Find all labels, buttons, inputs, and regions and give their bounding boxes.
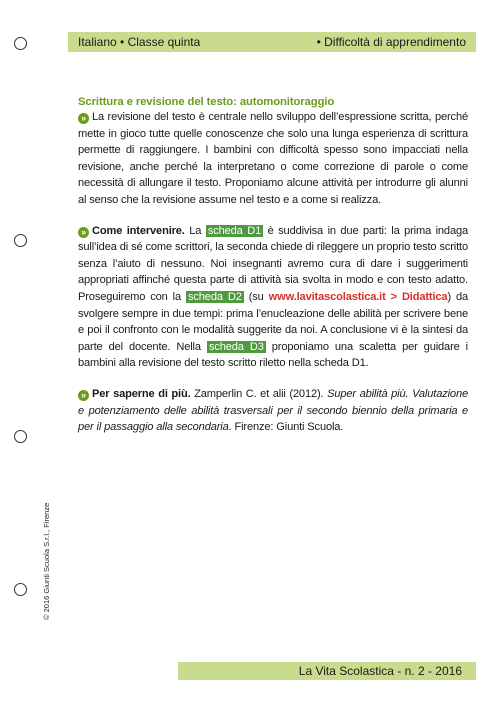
book-title: Super abilità più. Valutazione e potenziamento delle abilità trasversali per il secondo biennio della primaria e per il passaggio alla secondaria (78, 387, 468, 434)
paragraph-references: » Per saperne di più. Zamperlin C. et alii (2012). Super abilità più. Valutazione e potenziamento delle abilità trasversali per il secondo biennio della primaria e per il passaggio alla secondaria. Firenze: Giunti Scuola. (78, 387, 468, 434)
paragraph-how-to: » Come intervenire. La scheda D1 è suddivisa in due parti: la prima indaga sull’idea di sé come scrittori, la seconda chiede di rileggere un proprio testo scritto senza l’aiuto di nessuno. Noi insegnanti avremo cura di dare i suggerimenti appropriati affinché questa parte di attività sia svolta in modo e con testo adatto. Proseguiremo con la scheda D2 (su www.lavitascolastica.it > Didattica) da svolgere sempre in due tempi: prima l’enucleazione delle abilità per scrivere bene e poi il confronto con le modalità suggerite da noi. A conclusione vi è la sintesi da parte del docente. Nella scheda D3 proponiamo una scaletta per guidare i bambini alla revisione del testo scritto riletto nella scheda D1. (78, 224, 469, 370)
page-footer (178, 662, 476, 680)
paragraph-lead: Per saperne di più. (92, 387, 191, 400)
section-title: Scrittura e revisione del testo: automonitoraggio (78, 96, 335, 108)
header-topic: • Difficoltà di apprendimento (316, 35, 466, 49)
bullet-icon: » (78, 390, 89, 401)
header-subject: Italiano • Classe quinta (78, 35, 201, 49)
scheda-d2-label: scheda D2 (187, 290, 242, 303)
paragraph-intro-text: La revisione del testo è centrale nello sviluppo dell’espressione scritta, perché mette in gioco tutte quelle conoscenze che solo una lunga esperienza di scrittura permette di raggiungere. I bambini con difficoltà spesso sono impacciati nella revisione, anche perché la interpretano o come correzione di parole o come necessità di allungare il testo. Proponiamo alcune attività per introdurre gli alunni al senso che la revisione assume nel testo e a come si realizza. (78, 111, 468, 206)
bullet-icon: » (78, 227, 89, 238)
page-header (68, 32, 476, 52)
binder-hole-icon (14, 583, 27, 596)
binder-hole-icon (14, 430, 27, 443)
scheda-d1-label: scheda D1 (207, 224, 262, 237)
copyright-notice: © 2016 Giunti Scuola S.r.l., Firenze (42, 502, 51, 620)
bullet-icon: » (78, 113, 89, 124)
binder-hole-icon (14, 37, 27, 50)
article-body (78, 96, 468, 450)
website-link[interactable]: www.lavitascolastica.it > Didattica (268, 290, 448, 303)
paragraph-lead: Come intervenire. (92, 224, 185, 237)
binder-hole-icon (14, 234, 27, 247)
paragraph-intro (78, 109, 468, 209)
scheda-d3-label: scheda D3 (208, 340, 264, 353)
footer-publication: La Vita Scolastica - n. 2 - 2016 (298, 664, 462, 678)
